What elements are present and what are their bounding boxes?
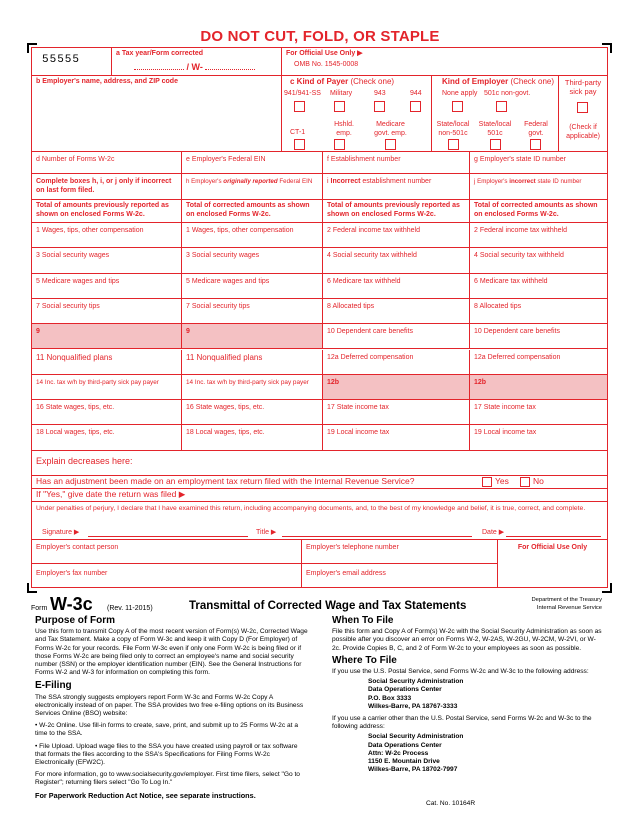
amount-box-label: 8 Allocated tips [474, 302, 522, 310]
amount-box[interactable] [470, 425, 607, 450]
signature-line[interactable] [88, 536, 248, 537]
payer-note: (Check one) [350, 77, 395, 86]
employer-501c-nongovt-checkbox[interactable] [496, 101, 507, 112]
employer-federal-govt-label: Federal govt. [524, 121, 548, 137]
telephone-label: Employer's telephone number [306, 544, 399, 551]
box-j-label: j Employer's [474, 178, 510, 185]
when-title: When To File [332, 615, 394, 626]
amount-box-label: 4 Social security tax withheld [327, 252, 417, 260]
payer-ct1-checkbox[interactable] [294, 139, 305, 150]
box-h-emph: originally reported [223, 178, 278, 185]
signature-label: Signature ▶ [42, 529, 80, 536]
employer-kind-title: Kind of Employer [442, 77, 509, 86]
if-yes-box[interactable] [32, 489, 607, 502]
amount-box-label: 9 [186, 328, 190, 336]
amount-box[interactable] [323, 299, 470, 324]
amount-box-label: 14 Inc. tax w/h by third-party sick pay payer [186, 378, 309, 386]
where-text-carrier: If you use a carrier other than the U.S. Postal Service, send Forms W-2c and W-3c to the following address: [332, 715, 592, 731]
box-j[interactable] [470, 174, 607, 200]
third-party-note: (Check if applicable) [566, 124, 600, 140]
date-line[interactable] [506, 536, 601, 537]
address-line: Wilkes-Barre, PA 18767-3333 [368, 702, 458, 710]
catalog-number: Cat. No. 10164R [426, 800, 476, 807]
employer-kind-note: (Check one) [510, 77, 555, 86]
amount-box[interactable] [323, 425, 470, 450]
third-party-sick-pay-box [559, 76, 607, 152]
amount-box-label: 11 Nonqualified plans [186, 352, 263, 362]
page-title: DO NOT CUT, FOLD, OR STAPLE [200, 28, 440, 45]
amount-box-label: 12a Deferred compensation [327, 353, 414, 361]
amount-box[interactable] [323, 400, 470, 425]
box-h[interactable] [182, 174, 323, 200]
adjustment-yes-label: Yes [495, 476, 509, 486]
title-line[interactable] [282, 536, 472, 537]
adjustment-no-label: No [533, 476, 544, 486]
department-label: Department of the Treasury [531, 597, 602, 603]
adjustment-question: Has an adjustment been made on an employment tax return filed with the Internal Revenue Service? [36, 476, 415, 486]
box-j-suffix: state ID number [535, 178, 582, 185]
control-code-box [32, 48, 112, 76]
box-i-emph: Incorrect [330, 178, 361, 185]
amount-box[interactable] [32, 324, 182, 349]
if-yes-label: If "Yes," give date the return was filed ▶ [36, 489, 186, 499]
amount-box[interactable] [182, 350, 323, 375]
amount-box-label: 12a Deferred compensation [474, 353, 561, 361]
fax-label: Employer's fax number [36, 570, 108, 577]
amount-box[interactable] [32, 299, 182, 324]
amount-box-label: 3 Social security wages [36, 252, 110, 260]
amount-box-label: 14 Inc. tax w/h by third-party sick pay payer [36, 378, 159, 386]
amount-box[interactable] [323, 223, 470, 248]
address-line: 1150 E. Mountain Drive [368, 758, 440, 766]
box-i-label: i [327, 178, 331, 185]
kind-of-employer-box [432, 76, 559, 152]
amount-box[interactable] [470, 375, 607, 400]
perjury-box [32, 502, 607, 540]
address-line: Social Security Administration [368, 733, 464, 741]
amount-box-label: 6 Medicare tax withheld [327, 277, 401, 285]
amount-box-label: 19 Local income tax [474, 429, 537, 437]
amount-box-label: 11 Nonqualified plans [36, 352, 113, 362]
amount-box-label: 2 Federal income tax withheld [327, 227, 420, 234]
amount-box-label: 1 Wages, tips, other compensation [186, 227, 294, 234]
official-use-bottom [498, 540, 607, 588]
tax-year-label: a Tax year/Form corrected [116, 50, 204, 57]
control-code: 55555 [42, 54, 81, 66]
explain-decreases-label: Explain decreases here: [36, 456, 133, 466]
amount-box[interactable] [470, 350, 607, 375]
payer-944-checkbox[interactable] [410, 101, 421, 112]
amount-box-label: 16 State wages, tips, etc. [186, 404, 265, 412]
amount-box-label: 4 Social security tax withheld [474, 252, 564, 260]
purpose-text: Use this form to transmit Copy A of the most recent version of Form(s) W-2c, Corrected Wage and Tax Statement. Make a copy of Form W-3c and keep it with Copy D (For Employer) of Forms W-2c for your records. File Form W-3c even if only one Form W-2c is being filed or if those Forms W-2c are being filed only to correct an employee's name and social security number (SSN) or the employer identification number (EIN). See the General Instructions for Forms W-2 and W-3 for information on completing this form. [35, 628, 308, 677]
amount-box-label: 18 Local wages, tips, etc. [186, 429, 265, 437]
payer-medicare-checkbox[interactable] [385, 139, 396, 150]
purpose-title: Purpose of Form [35, 615, 116, 626]
amount-box[interactable] [323, 248, 470, 273]
amount-box[interactable] [32, 274, 182, 299]
adjustment-no-checkbox[interactable] [520, 477, 530, 487]
amount-box[interactable] [470, 223, 607, 248]
box-f-label: f Establishment number [327, 156, 401, 163]
employer-501c-nongovt-label: 501c non-govt. [484, 90, 531, 97]
tax-year-slash: / W- [186, 61, 203, 72]
w3c-form [31, 47, 608, 588]
employer-state-local-501c-label: State/local 501c [478, 121, 512, 137]
payer-943-label: 943 [374, 90, 386, 97]
kind-of-payer-box [282, 76, 432, 152]
box-e-label: e Employer's Federal EIN [186, 156, 266, 163]
more-info-text: For more information, go to www.socialsecurity.gov/employer. First time filers, select "Go to Register"; returning filers select "Go To Log In." [35, 771, 300, 787]
amount-box[interactable] [32, 400, 182, 425]
amount-box[interactable] [323, 375, 470, 400]
form-word: Form [31, 605, 48, 612]
payer-medicare-label: Medicare govt. emp. [374, 121, 407, 137]
totals-previous-1: Total of amounts previously reported as shown on enclosed Forms W-2c. [32, 200, 182, 223]
address-line: Data Operations Center [368, 741, 442, 749]
third-party-title: Third-party sick pay [564, 78, 602, 96]
where-text-usps: If you use the U.S. Postal Service, send Forms W-2c and W-3c to the following address: [332, 668, 589, 676]
amount-box[interactable] [470, 324, 607, 349]
amount-box[interactable] [323, 274, 470, 299]
address-line: Wilkes-Barre, PA 18702-7997 [368, 766, 458, 774]
official-use-bottom-label: For Official Use Only [517, 544, 588, 551]
box-i[interactable] [323, 174, 470, 200]
amount-box[interactable] [182, 324, 323, 349]
payer-hshld-label: Hshld. emp. [334, 121, 354, 137]
amount-box-label: 19 Local income tax [327, 429, 390, 437]
amount-box-label: 7 Social security tips [186, 302, 250, 310]
box-g-label: g Employer's state ID number [474, 156, 566, 163]
email-box[interactable] [302, 564, 498, 588]
address-line: Data Operations Center [368, 686, 442, 694]
explain-decreases-box[interactable] [32, 451, 607, 476]
employer-name-label: b Employer's name, address, and ZIP code [36, 78, 178, 85]
usps-address [368, 678, 604, 711]
amount-box[interactable] [32, 425, 182, 450]
amount-box[interactable] [323, 324, 470, 349]
payer-941-label: 941/941-SS [284, 90, 321, 97]
form-revision: (Rev. 11-2015) [107, 605, 153, 612]
amount-box[interactable] [32, 248, 182, 273]
totals-corrected-1: Total of corrected amounts as shown on enclosed Forms W-2c. [182, 200, 323, 223]
amount-box[interactable] [182, 248, 323, 273]
form-identity [31, 596, 608, 618]
employer-state-local-non501c-checkbox[interactable] [448, 139, 459, 150]
email-label: Employer's email address [306, 570, 386, 577]
amount-box-label: 6 Medicare tax withheld [474, 277, 548, 285]
irs-label: Internal Revenue Service [536, 605, 602, 611]
instructions-right [332, 615, 604, 807]
amount-box[interactable] [182, 400, 323, 425]
efiling-bullet-upload: • File Upload. Upload wage files to the SSA you have created using payroll or tax software that formats the files according to the SSA's Specifications for Filing Forms W-2c Electronically (EFW2C). [35, 742, 298, 767]
form-title: Transmittal of Corrected Wage and Tax Statements [189, 600, 467, 612]
amount-box[interactable] [470, 299, 607, 324]
instructions-left [35, 617, 310, 804]
amount-box-label: 7 Social security tips [36, 302, 100, 310]
amount-box[interactable] [32, 223, 182, 248]
telephone-box[interactable] [302, 540, 498, 564]
where-title: Where To File [332, 654, 397, 666]
adjustment-yes-checkbox[interactable] [482, 477, 492, 487]
payer-title: c Kind of Payer [290, 77, 349, 86]
amount-box[interactable] [32, 375, 182, 400]
when-text: File this form and Copy A of Form(s) W-2c with the Social Security Administration as soon as possible after you discover an error on Forms W-2, W-2AS, W-2GU, W-2CM, W-2VI, or W-2c. Provide Copies B, C, and 2 of Form W-2c to your employees as soon as possible. [332, 628, 602, 652]
employer-state-local-non501c-label: State/local non-501c [436, 121, 470, 137]
amount-box-label: 16 State wages, tips, etc. [36, 404, 115, 412]
amount-box-label: 1 Wages, tips, other compensation [36, 227, 144, 234]
box-f[interactable] [323, 152, 470, 174]
amount-box[interactable] [182, 425, 323, 450]
form-name: W-3c [50, 594, 93, 614]
employer-state-local-501c-checkbox[interactable] [490, 139, 501, 150]
efiling-text: The SSA strongly suggests employers report Form W-3c and Forms W-2c Copy A electronically instead of on paper. The SSA provides two free e-filing options on its Business Services Online (BSO) website: [35, 693, 304, 718]
amount-box-label: 12b [474, 378, 487, 386]
totals-previous-2: Total of amounts previously reported as shown on enclosed Forms W-2c. [323, 200, 470, 223]
amount-box-label: 2 Federal income tax withheld [474, 227, 567, 234]
box-d[interactable] [32, 152, 182, 174]
employer-name-address-box[interactable] [32, 76, 282, 152]
payer-military-label: Military [330, 90, 353, 97]
amount-box[interactable] [182, 274, 323, 299]
amount-box-label: 5 Medicare wages and tips [36, 277, 120, 285]
amount-box-label: 3 Social security wages [186, 252, 260, 260]
omb-number: OMB No. 1545-0008 [294, 60, 359, 68]
box-h-label: h Employer's [186, 178, 224, 185]
amount-box-label: 9 [36, 328, 40, 336]
amount-box-label: 5 Medicare wages and tips [186, 277, 270, 285]
tax-year-box[interactable] [112, 48, 282, 76]
amount-box[interactable] [182, 299, 323, 324]
amount-box-label: 18 Local wages, tips, etc. [36, 429, 115, 437]
amount-box[interactable] [470, 248, 607, 273]
amount-box[interactable] [470, 274, 607, 299]
complete-note: Complete boxes h, i, or j only if incorrect on last form filed. [36, 178, 172, 194]
payer-hshld-checkbox[interactable] [334, 139, 345, 150]
amount-box-label: 10 Dependent care benefits [327, 328, 414, 336]
perjury-statement: Under penalties of perjury, I declare that I have examined this return, including accompanying documents, and, to the best of my knowledge and belief, it is true, correct, and complete. [36, 505, 586, 512]
amount-box-label: 17 State income tax [327, 404, 389, 412]
box-j-emph: incorrect [509, 178, 536, 185]
address-line: P.O. Box 3333 [368, 694, 412, 702]
address-line: Social Security Administration [368, 678, 464, 686]
payer-ct1-label: CT-1 [290, 129, 306, 136]
payer-943-checkbox[interactable] [374, 101, 385, 112]
amount-box[interactable] [182, 223, 323, 248]
payer-military-checkbox[interactable] [334, 101, 345, 112]
amount-box-label: 8 Allocated tips [327, 302, 375, 310]
amount-box-label: 12b [327, 378, 340, 386]
contact-person-label: Employer's contact person [36, 544, 119, 551]
box-d-label: d Number of Forms W-2c [36, 156, 115, 163]
employer-none-apply-label: None apply [442, 90, 478, 97]
official-use-title: For Official Use Only ▶ [286, 50, 363, 57]
amount-box[interactable] [323, 350, 470, 375]
payer-941-checkbox[interactable] [294, 101, 305, 112]
efiling-title: E-Filing [35, 680, 72, 692]
contact-person-box[interactable] [32, 540, 302, 564]
employer-federal-govt-checkbox[interactable] [530, 139, 541, 150]
paperwork-notice: For Paperwork Reduction Act Notice, see separate instructions. [35, 790, 256, 800]
efiling-bullet-online: • W-2c Online. Use fill-in forms to create, save, print, and submit up to 25 Forms W-2c at a time to the SSA. [35, 722, 298, 738]
employer-none-apply-checkbox[interactable] [452, 101, 463, 112]
payer-944-label: 944 [410, 90, 422, 97]
amount-box[interactable] [182, 375, 323, 400]
totals-corrected-2: Total of corrected amounts as shown on enclosed Forms W-2c. [470, 200, 607, 223]
complete-note-box [32, 174, 182, 200]
box-g[interactable] [470, 152, 607, 174]
title-label: Title ▶ [256, 529, 277, 536]
box-e[interactable] [182, 152, 323, 174]
box-i-suffix: establishment number [360, 178, 432, 185]
adjustment-box [32, 476, 607, 489]
amount-box-label: 17 State income tax [474, 404, 536, 412]
amount-box[interactable] [470, 400, 607, 425]
third-party-checkbox[interactable] [577, 102, 588, 113]
official-use-top [282, 48, 607, 76]
carrier-address [368, 733, 604, 774]
address-line: Attn: W-2c Process [368, 749, 429, 757]
fax-box[interactable] [32, 564, 302, 588]
amount-box[interactable] [32, 350, 182, 375]
date-label: Date ▶ [482, 529, 505, 536]
box-h-suffix: Federal EIN [277, 178, 313, 185]
amount-box-label: 10 Dependent care benefits [474, 328, 561, 336]
